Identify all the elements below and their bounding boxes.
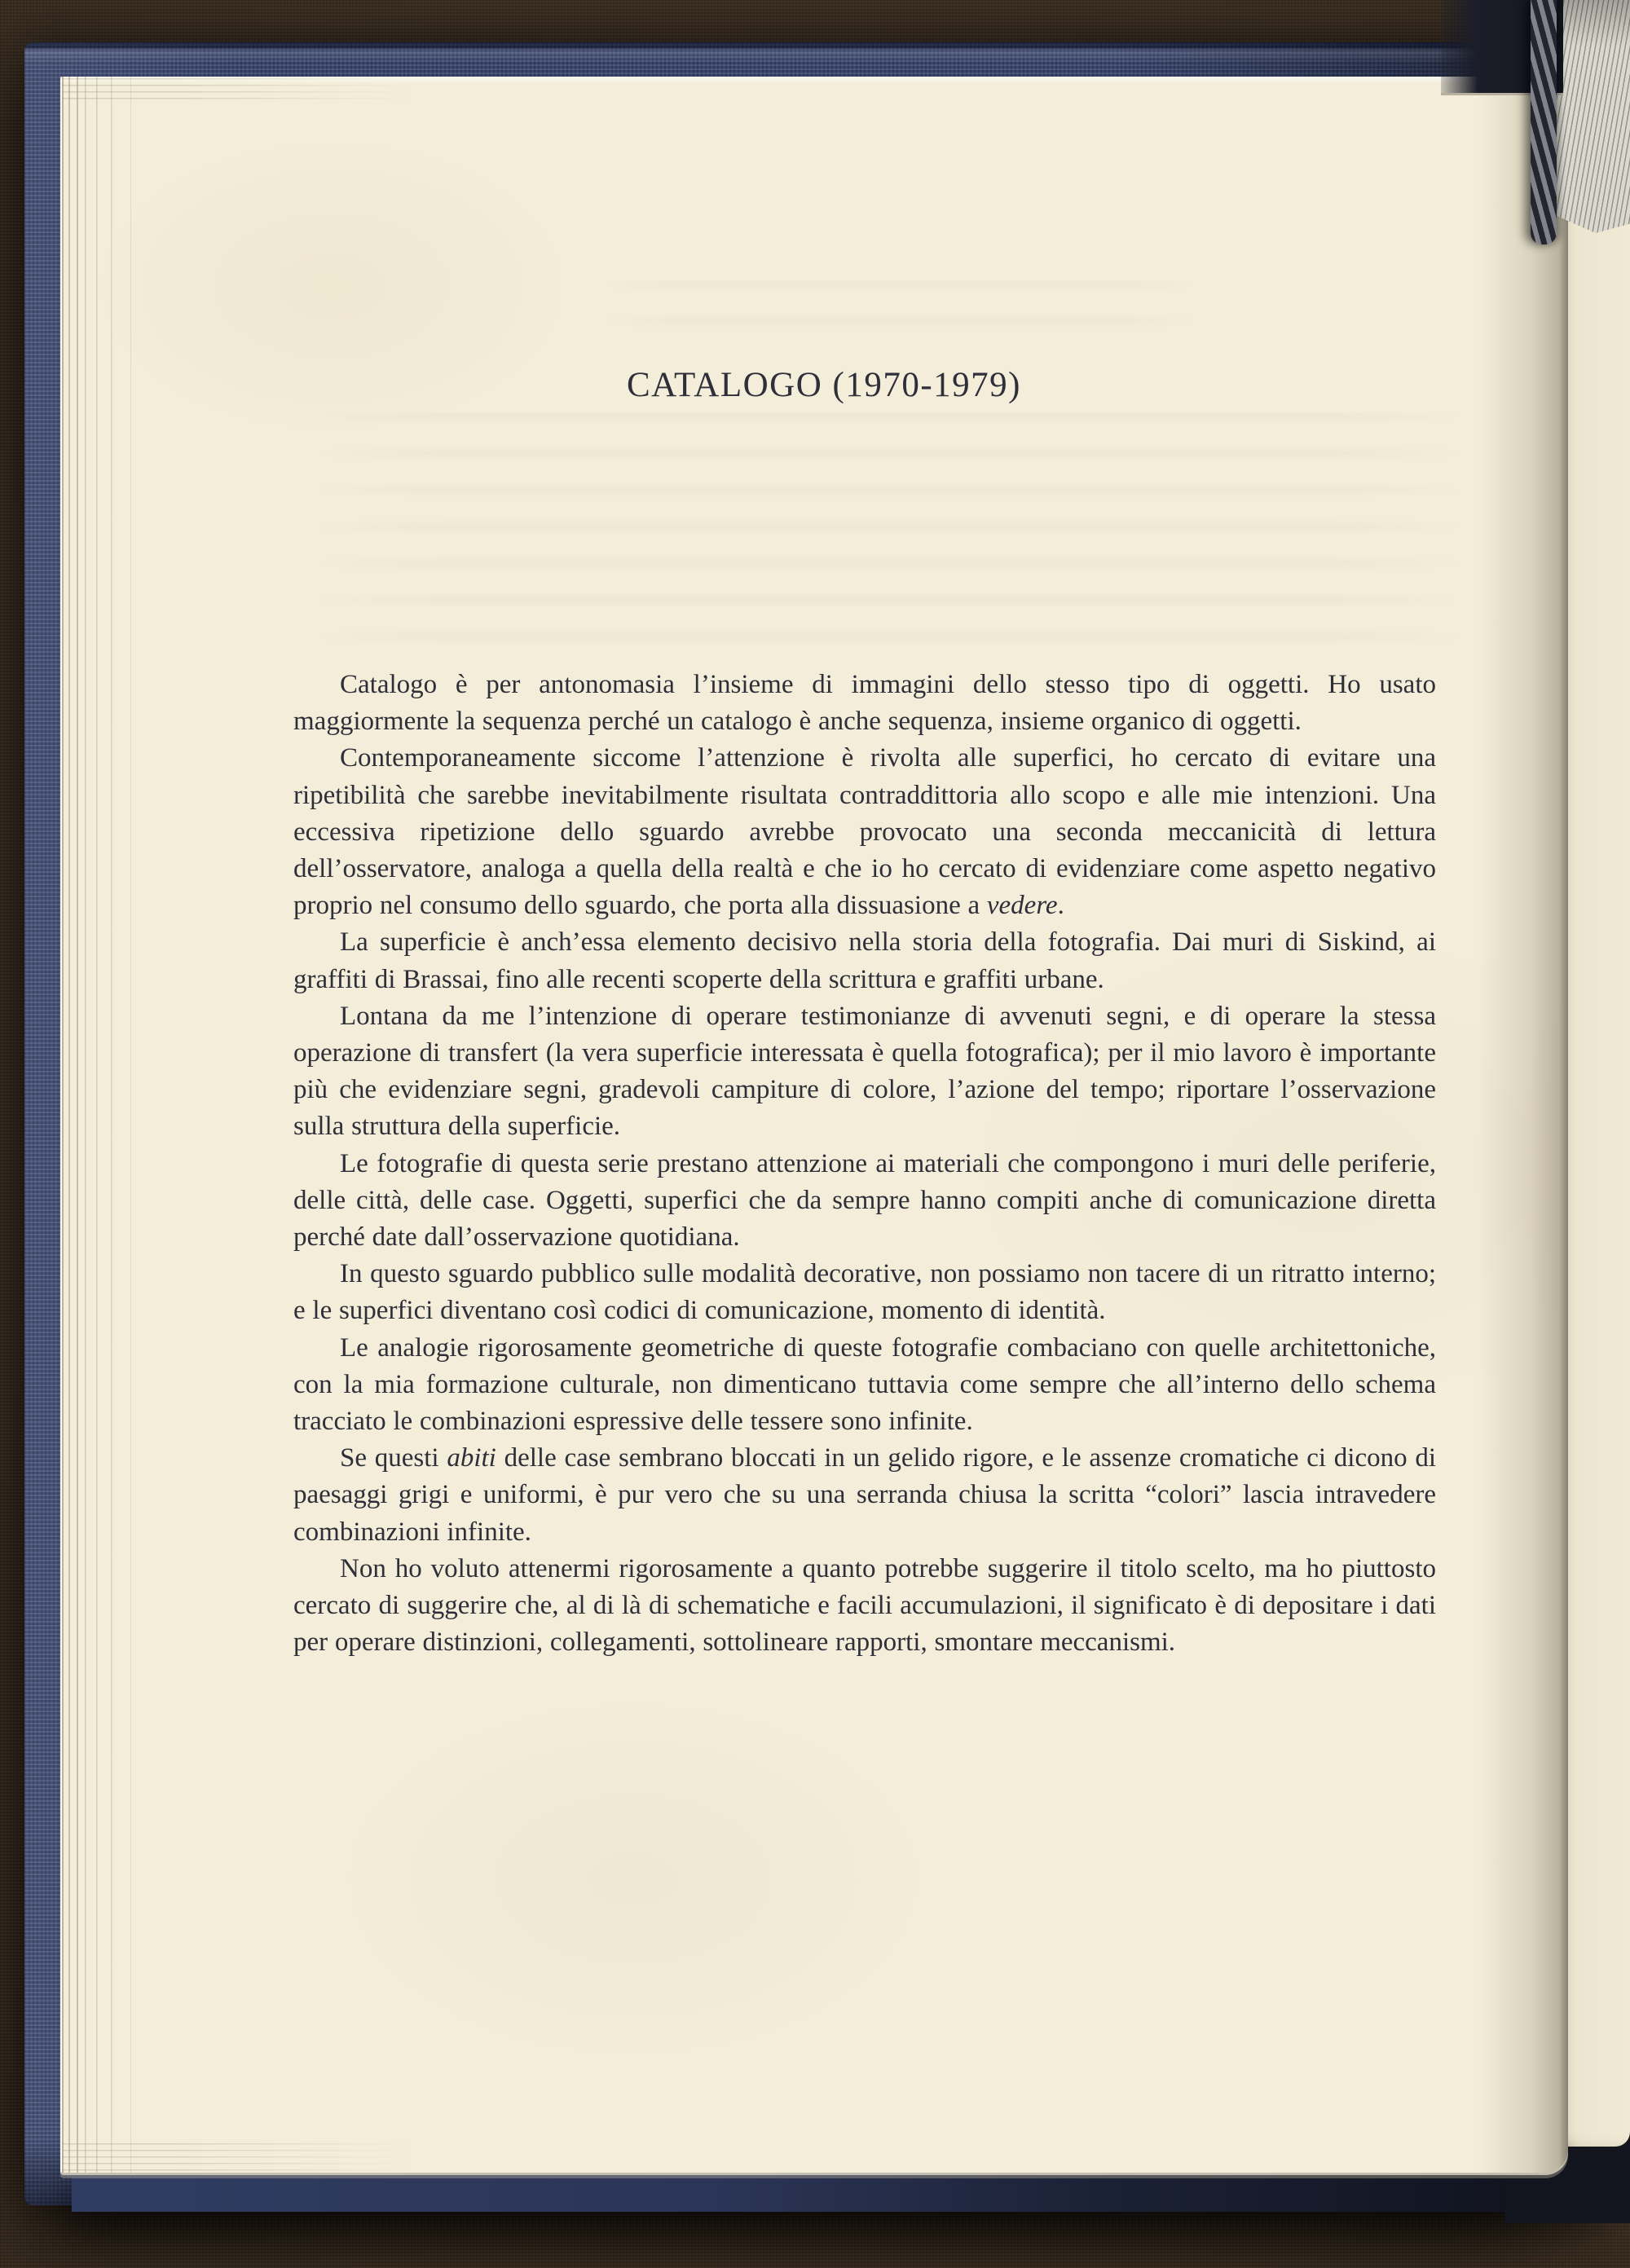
paragraph: In questo sguardo pubblico sulle modalità decorative, non possiamo non tacere di un ritratto interno; e le superfici diventano così codici di comunicazione, momento di identità. [293, 1259, 1436, 1326]
paragraph: La superficie è anch’essa elemento decisivo nella storia della fotografia. Dai muri di Siskind, ai graffiti di Brassai, fino alle recenti scoperte della scrittura e graffiti urbane. [293, 927, 1436, 994]
page-stack-edges-left [60, 77, 150, 2173]
page-title: CATALOGO (1970-1979) [627, 366, 1021, 404]
paragraph: Non ho voluto attenermi rigorosamente a quanto potrebbe suggerire il titolo scelto, ma ho piuttosto cercato di suggerire che, al di là di schematiche e facili accumulazioni, il significato è di depositare i dati per operare distinzioni, collegamenti, sottolineare rapporti, smontare meccanismi. [293, 1553, 1436, 1658]
page-body [293, 667, 1436, 1661]
paragraph: Le fotografie di questa serie prestano attenzione ai materiali che compongono i muri delle periferie, delle città, delle case. Oggetti, superfici che da sempre hanno compiti anche di comunicazione diretta perché date dall’osservazione quotidiana. [293, 1148, 1436, 1253]
paragraph: Catalogo è per antonomasia l’insieme di immagini dello stesso tipo di oggetti. Ho usato maggiormente la sequenza perché un catalogo è anche sequenza, insieme organico di oggetti. [293, 670, 1436, 737]
paragraph: Lontana da me l’intenzione di operare testimonianze di avvenuti segni, e di operare la stessa operazione di transfert (la vera superficie interessata è quella fotografica); per il mio lavoro è importante più che evidenziare segni, gradevoli campiture di colore, l’azione del tempo; riportare l’osservazione sulla struttura della superficie. [293, 1001, 1436, 1142]
paragraph: Se questi abiti delle case sembrano bloccati in un gelido rigore, e le assenze cromatiche ci dicono di paesaggi grigi e uniformi, è pur vero che su una serranda chiusa la scritta “colori” lascia intravedere combinazioni infinite. [293, 1443, 1437, 1547]
paragraph: Contemporaneamente siccome l’attenzione è rivolta alle superfici, ho cercato di evitare una ripetibilità che sarebbe inevitabilmente risultata contraddittoria allo scopo e alle mie intenzioni. Una eccessiva ripetizione dello sguardo avrebbe provocato una seconda meccanicità di lettura dell’osservatore, analoga a quella della realtà e che io ho cercato di evidenziare come aspetto negativo proprio nel consumo dello sguardo, che porta alla dissuasione a vedere. [293, 743, 1436, 921]
closed-pages-edge [1553, 0, 1630, 233]
text-column [293, 77, 1436, 2173]
paragraph: Le analogie rigorosamente geometriche di queste fotografie combaciano con quelle architettoniche, con la mia formazione culturale, non dimenticano tuttavia come sempre che all’interno dello schema tracciato le combinazioni espressive delle tessere sono infinite. [293, 1332, 1436, 1437]
headband [1531, 0, 1557, 244]
book-page [60, 77, 1568, 2173]
